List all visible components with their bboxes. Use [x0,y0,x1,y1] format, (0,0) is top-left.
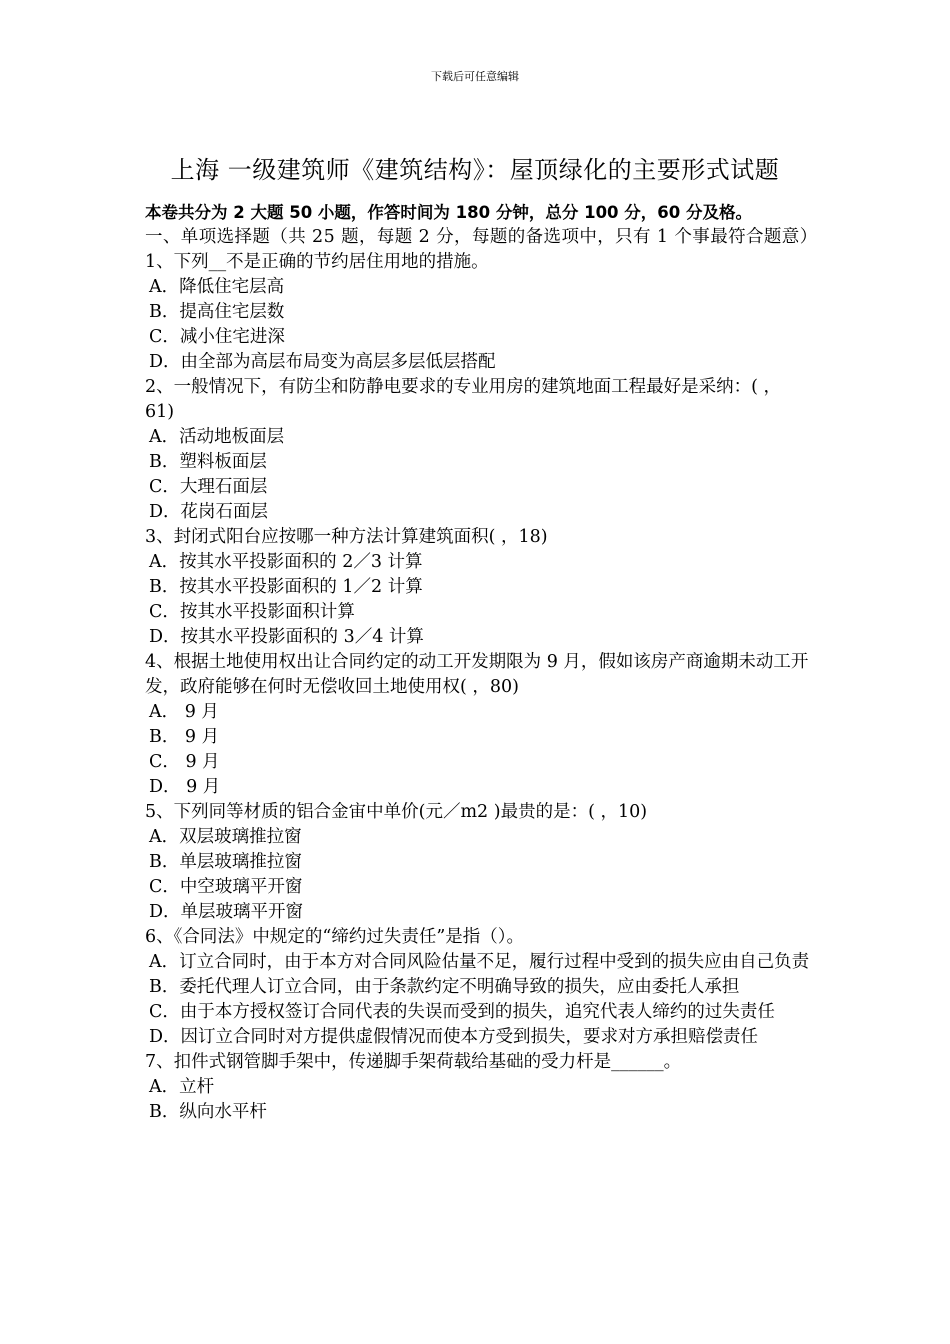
question-text: 6、《合同法》中规定的“缔约过失责任”是指（）。 [145,927,525,947]
document-title: 上海 一级建筑师《建筑结构》：屋顶绿化的主要形式试题 [170,156,780,184]
option-a: A．活动地板面层 [149,427,285,447]
exam-summary: 本卷共分为 2 大题 50 小题，作答时间为 180 分钟，总分 100 分，60 分及格。 [145,203,752,222]
question-4 [145,650,810,800]
option-a: A． 9 月 [149,702,219,722]
option-c: C．大理石面层 [149,477,268,497]
question-text: 2、一般情况下，有防尘和防静电要求的专业用房的建筑地面工程最好是采纳：( ，61) [145,377,782,422]
option-a: A．按其水平投影面积的 2／3 计算 [149,552,423,572]
option-a: A．订立合同时，由于本方对合同风险估量不足，履行过程中受到的损失应由自己负责 [149,952,810,972]
option-a: A．降低住宅层高 [149,277,285,297]
option-d: D．花岗石面层 [149,502,269,522]
option-b: B．塑料板面层 [149,452,267,472]
question-text: 5、下列同等材质的铝合金宙中单价(元／m2 )最贵的是：( ，10) [145,802,648,822]
option-b: B．提高住宅层数 [149,302,285,322]
option-c: C．中空玻璃平开窗 [149,877,303,897]
option-a: A．双层玻璃推拉窗 [149,827,302,847]
option-d: D．单层玻璃平开窗 [149,902,304,922]
option-c: C．减小住宅进深 [149,327,285,347]
option-b: B．委托代理人订立合同，由于条款约定不明确导致的损失，应由委托人承担 [149,977,740,997]
option-b: B．单层玻璃推拉窗 [149,852,302,872]
question-1 [145,250,810,375]
option-a: A．立杆 [149,1077,215,1097]
option-d: D．因订立合同时对方提供虚假情况而使本方受到损失，要求对方承担赔偿责任 [149,1027,759,1047]
document-body [145,200,818,1125]
question-text: 1、下列__不是正确的节约居住用地的措施。 [145,252,489,272]
option-b: B．纵向水平杆 [149,1102,267,1122]
option-d: D．按其水平投影面积的 3／4 计算 [149,627,424,647]
option-c: C．由于本方授权签订合同代表的失误而受到的损失，追究代表人缔约的过失责任 [149,1002,775,1022]
question-2 [145,375,810,525]
question-5 [145,800,810,925]
question-3 [145,525,810,650]
option-c: C．按其水平投影面积计算 [149,602,355,622]
question-7 [145,1050,810,1125]
option-c: C． 9 月 [149,752,220,772]
option-b: B．按其水平投影面积的 1／2 计算 [149,577,423,597]
question-6 [145,925,810,1050]
question-text: 4、根据土地使用权出让合同约定的动工开发期限为 9 月，假如该房产商逾期未动工开发，政府能够在何时无偿收回土地使用权( ，80) [145,652,809,697]
question-text: 3、封闭式阳台应按哪一种方法计算建筑面积( ，18) [145,527,548,547]
option-d: D． 9 月 [149,777,221,797]
option-b: B． 9 月 [149,727,220,747]
option-d: D．由全部为高层布局变为高层多层低层搭配 [149,352,496,372]
header-note: 下载后可任意编辑 [431,70,519,83]
question-text: 7、扣件式钢管脚手架中，传递脚手架荷载给基础的受力杆是______。 [145,1052,682,1072]
section-heading: 一、单项选择题（共 25 题，每题 2 分，每题的备选项中，只有 1 个事最符合题意） [145,227,818,247]
